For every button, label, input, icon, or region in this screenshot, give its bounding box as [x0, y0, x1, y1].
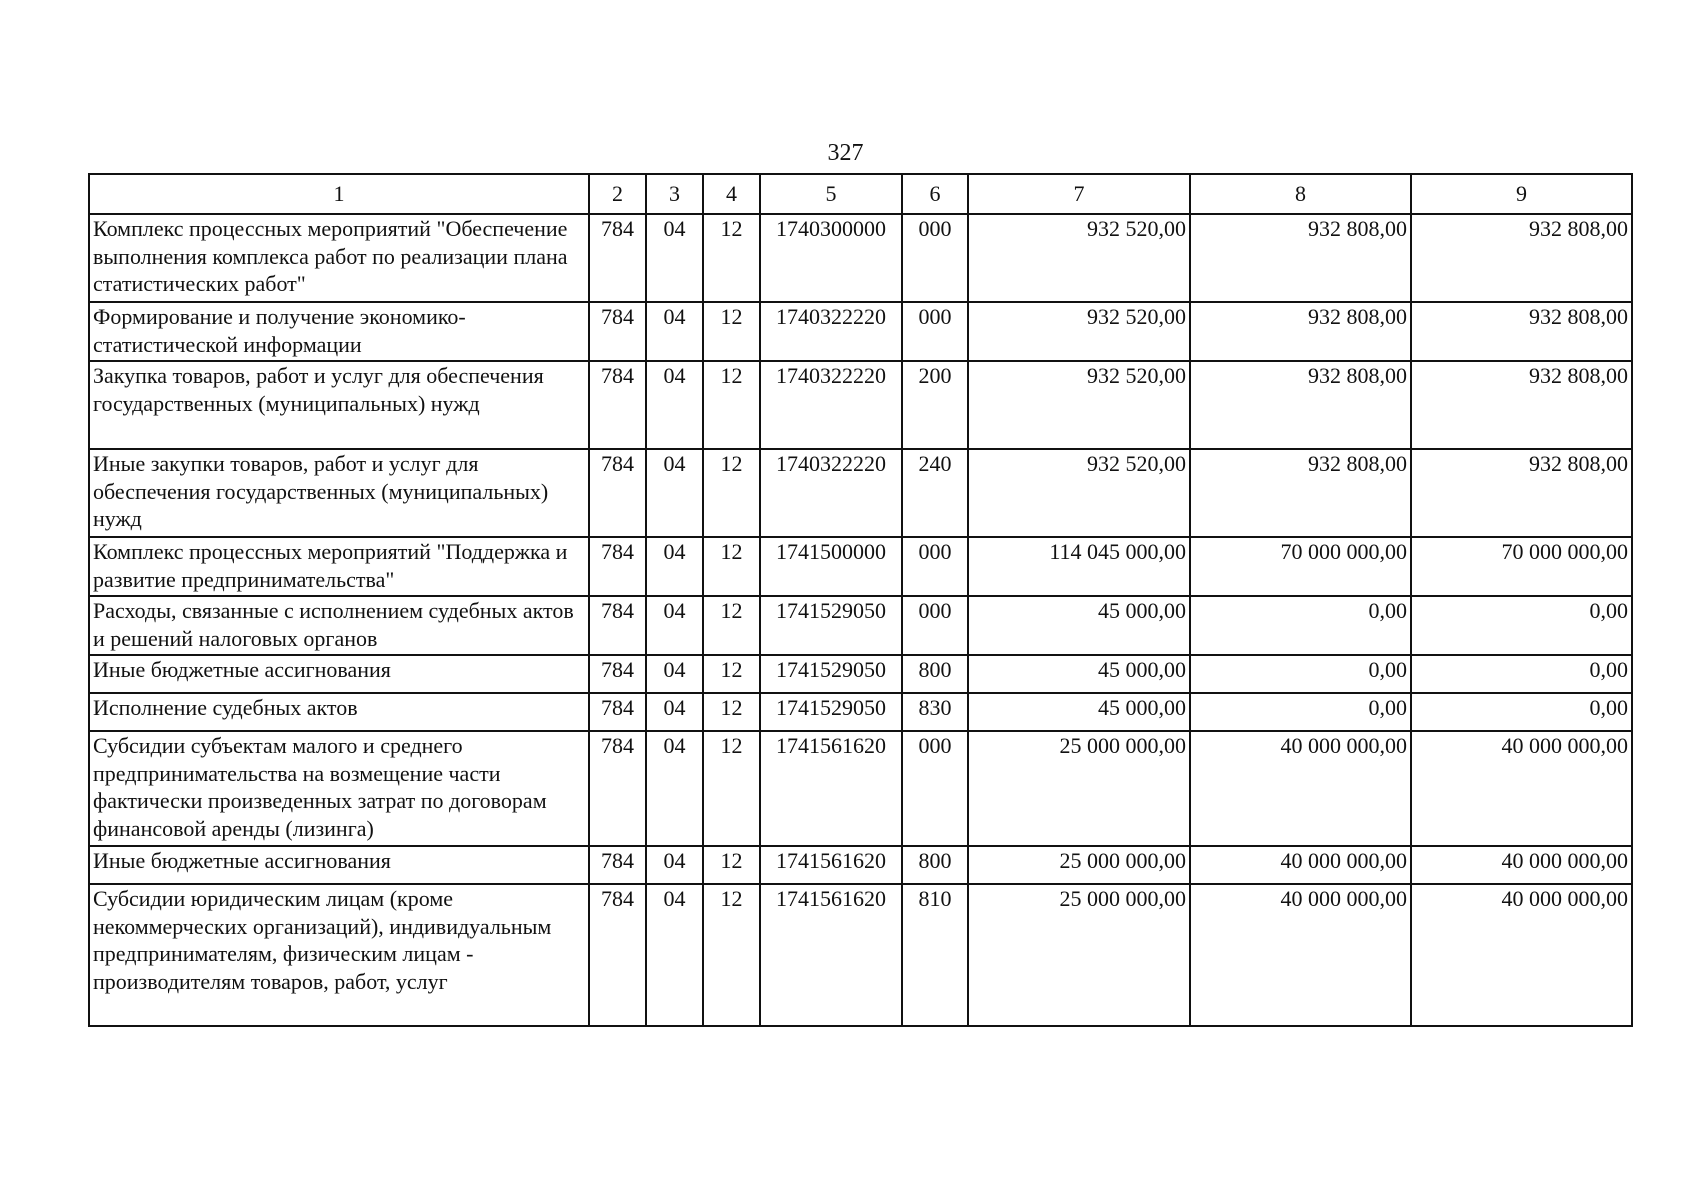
table-row	[89, 655, 1632, 693]
code-cell: 200	[902, 361, 968, 449]
code-cell: 12	[703, 731, 760, 846]
amount-cell: 932 808,00	[1190, 214, 1411, 302]
amount-cell: 45 000,00	[968, 693, 1190, 731]
code-cell: 784	[589, 361, 646, 449]
table-row	[89, 302, 1632, 361]
code-cell: 04	[646, 214, 703, 302]
column-header: 8	[1190, 174, 1411, 214]
amount-cell: 40 000 000,00	[1190, 884, 1411, 1026]
amount-cell: 70 000 000,00	[1411, 537, 1632, 596]
code-cell: 12	[703, 655, 760, 693]
row-name: Субсидии юридическим лицам (кроме некоммерческих организаций), индивидуальным предпринимателям, физическим лицам - производителям товаров, работ, услуг	[89, 884, 589, 1026]
code-cell: 000	[902, 537, 968, 596]
row-name: Исполнение судебных актов	[89, 693, 589, 731]
row-name: Субсидии субъектам малого и среднего предпринимательства на возмещение части фактически произведенных затрат по договорам финансовой аренды (лизинга)	[89, 731, 589, 846]
code-cell: 784	[589, 693, 646, 731]
code-cell: 1741561620	[760, 846, 902, 884]
code-cell: 000	[902, 596, 968, 655]
amount-cell: 932 808,00	[1411, 361, 1632, 449]
row-name: Иные бюджетные ассигнования	[89, 846, 589, 884]
table-body	[89, 214, 1632, 1026]
code-cell: 1741529050	[760, 693, 902, 731]
amount-cell: 0,00	[1411, 655, 1632, 693]
budget-table	[88, 173, 1633, 1027]
row-name: Комплекс процессных мероприятий "Поддержка и развитие предпринимательства"	[89, 537, 589, 596]
amount-cell: 0,00	[1411, 596, 1632, 655]
column-header: 7	[968, 174, 1190, 214]
code-cell: 04	[646, 302, 703, 361]
column-header: 6	[902, 174, 968, 214]
amount-cell: 932 808,00	[1411, 214, 1632, 302]
amount-cell: 932 520,00	[968, 302, 1190, 361]
amount-cell: 932 808,00	[1190, 449, 1411, 537]
code-cell: 784	[589, 884, 646, 1026]
amount-cell: 114 045 000,00	[968, 537, 1190, 596]
amount-cell: 40 000 000,00	[1190, 846, 1411, 884]
amount-cell: 0,00	[1190, 693, 1411, 731]
code-cell: 810	[902, 884, 968, 1026]
code-cell: 1740322220	[760, 449, 902, 537]
code-cell: 1741529050	[760, 596, 902, 655]
code-cell: 784	[589, 302, 646, 361]
page-number: 327	[827, 140, 864, 166]
row-name: Иные закупки товаров, работ и услуг для обеспечения государственных (муниципальных) нужд	[89, 449, 589, 537]
code-cell: 830	[902, 693, 968, 731]
amount-cell: 40 000 000,00	[1411, 731, 1632, 846]
code-cell: 784	[589, 214, 646, 302]
amount-cell: 932 520,00	[968, 214, 1190, 302]
amount-cell: 45 000,00	[968, 596, 1190, 655]
code-cell: 04	[646, 731, 703, 846]
amount-cell: 40 000 000,00	[1190, 731, 1411, 846]
amount-cell: 932 520,00	[968, 449, 1190, 537]
code-cell: 000	[902, 302, 968, 361]
code-cell: 784	[589, 731, 646, 846]
code-cell: 1741529050	[760, 655, 902, 693]
table-row	[89, 846, 1632, 884]
code-cell: 12	[703, 537, 760, 596]
code-cell: 784	[589, 846, 646, 884]
row-name: Закупка товаров, работ и услуг для обеспечения государственных (муниципальных) нужд	[89, 361, 589, 449]
amount-cell: 70 000 000,00	[1190, 537, 1411, 596]
code-cell: 12	[703, 693, 760, 731]
row-name: Формирование и получение экономико-статистической информации	[89, 302, 589, 361]
table-row	[89, 731, 1632, 846]
code-cell: 12	[703, 214, 760, 302]
code-cell: 1740322220	[760, 302, 902, 361]
column-header: 2	[589, 174, 646, 214]
row-name: Комплекс процессных мероприятий "Обеспечение выполнения комплекса работ по реализации плана статистических работ"	[89, 214, 589, 302]
amount-cell: 25 000 000,00	[968, 884, 1190, 1026]
column-header: 5	[760, 174, 902, 214]
amount-cell: 25 000 000,00	[968, 731, 1190, 846]
table-row	[89, 361, 1632, 449]
table-row	[89, 449, 1632, 537]
amount-cell: 932 520,00	[968, 361, 1190, 449]
code-cell: 784	[589, 537, 646, 596]
code-cell: 04	[646, 693, 703, 731]
code-cell: 1740300000	[760, 214, 902, 302]
code-cell: 784	[589, 449, 646, 537]
code-cell: 04	[646, 596, 703, 655]
table-header	[89, 174, 1632, 214]
code-cell: 04	[646, 361, 703, 449]
code-cell: 04	[646, 449, 703, 537]
code-cell: 12	[703, 846, 760, 884]
header-row	[89, 174, 1632, 214]
column-header: 1	[89, 174, 589, 214]
amount-cell: 40 000 000,00	[1411, 884, 1632, 1026]
code-cell: 12	[703, 596, 760, 655]
table-row	[89, 884, 1632, 1026]
code-cell: 1741561620	[760, 884, 902, 1026]
code-cell: 12	[703, 302, 760, 361]
code-cell: 240	[902, 449, 968, 537]
row-name: Расходы, связанные с исполнением судебных актов и решений налоговых органов	[89, 596, 589, 655]
amount-cell: 0,00	[1190, 655, 1411, 693]
code-cell: 04	[646, 537, 703, 596]
amount-cell: 932 808,00	[1411, 302, 1632, 361]
table-row	[89, 596, 1632, 655]
column-header: 3	[646, 174, 703, 214]
code-cell: 784	[589, 596, 646, 655]
code-cell: 784	[589, 655, 646, 693]
amount-cell: 25 000 000,00	[968, 846, 1190, 884]
code-cell: 000	[902, 214, 968, 302]
code-cell: 04	[646, 655, 703, 693]
code-cell: 1741500000	[760, 537, 902, 596]
code-cell: 800	[902, 655, 968, 693]
code-cell: 1740322220	[760, 361, 902, 449]
code-cell: 1741561620	[760, 731, 902, 846]
code-cell: 12	[703, 884, 760, 1026]
table-row	[89, 537, 1632, 596]
code-cell: 800	[902, 846, 968, 884]
amount-cell: 45 000,00	[968, 655, 1190, 693]
amount-cell: 932 808,00	[1190, 302, 1411, 361]
code-cell: 04	[646, 884, 703, 1026]
code-cell: 12	[703, 361, 760, 449]
code-cell: 04	[646, 846, 703, 884]
code-cell: 12	[703, 449, 760, 537]
column-header: 9	[1411, 174, 1632, 214]
amount-cell: 0,00	[1190, 596, 1411, 655]
table-row	[89, 214, 1632, 302]
code-cell: 000	[902, 731, 968, 846]
amount-cell: 40 000 000,00	[1411, 846, 1632, 884]
column-header: 4	[703, 174, 760, 214]
table-row	[89, 693, 1632, 731]
amount-cell: 0,00	[1411, 693, 1632, 731]
row-name: Иные бюджетные ассигнования	[89, 655, 589, 693]
amount-cell: 932 808,00	[1411, 449, 1632, 537]
amount-cell: 932 808,00	[1190, 361, 1411, 449]
